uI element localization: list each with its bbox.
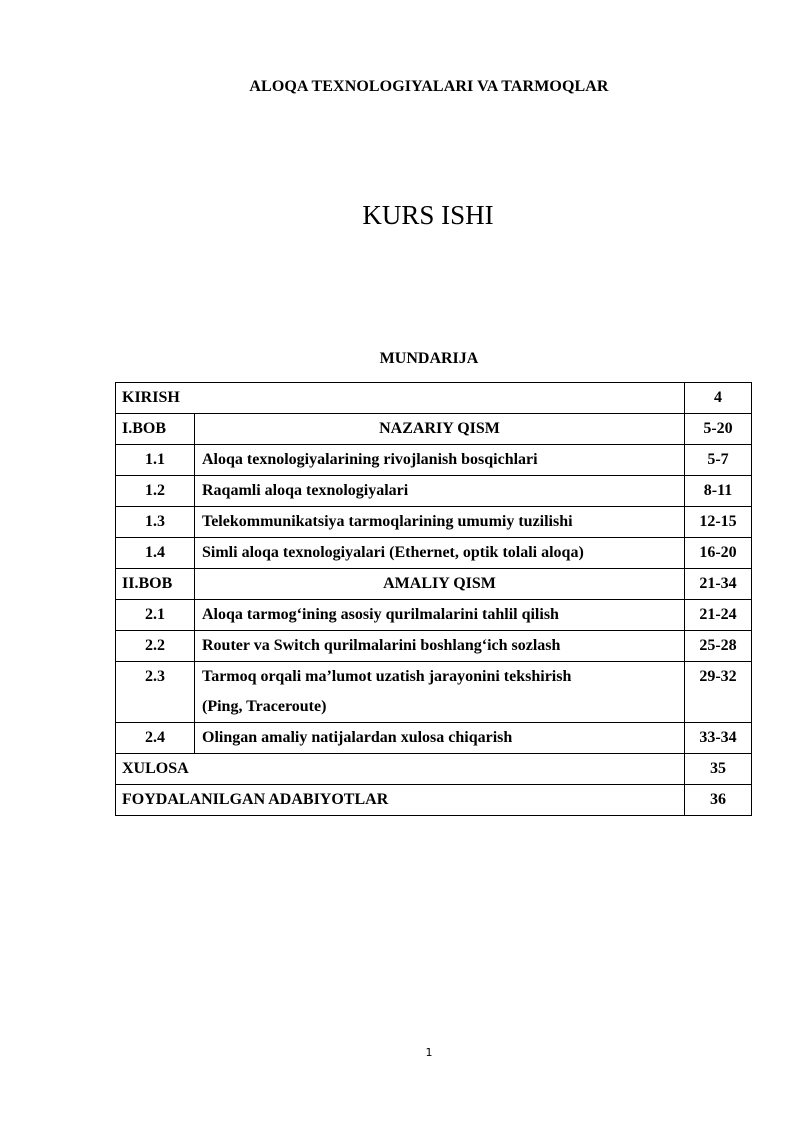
toc-item-number: 1.3 [116,507,195,538]
header-title: ALOQA TEXNOLOGIYALARI VA TARMOQLAR [249,78,609,95]
page-number: 1 [425,1046,433,1059]
toc-item-page: 29-32 [685,662,752,723]
toc-heading: MUNDARIJA [379,350,479,367]
toc-intro-page: 4 [685,383,752,414]
toc-item-page: 25-28 [685,631,752,662]
toc-item-page: 16-20 [685,538,752,569]
table-row [116,631,752,662]
toc-item-title-line2: (Ping, Traceroute) [202,698,327,715]
toc-item-number: 1.2 [116,476,195,507]
toc-item-title: Aloqa tarmog‘ining asosiy qurilmalarini tahlil qilish [195,600,685,631]
toc-item-page: 5-7 [685,445,752,476]
toc-item-number: 2.4 [116,723,195,754]
toc-item-title: Simli aloqa texnologiyalari (Ethernet, optik tolali aloqa) [195,538,685,569]
toc-item-number: 2.1 [116,600,195,631]
toc-references-label: FOYDALANILGAN ADABIYOTLAR [116,785,685,816]
toc-references-page: 36 [685,785,752,816]
toc-row-references [116,785,752,816]
toc-conclusion-page: 35 [685,754,752,785]
toc-conclusion-label: XULOSA [116,754,685,785]
toc-item-title: Telekommunikatsiya tarmoqlarining umumiy tuzilishi [195,507,685,538]
table-of-contents [115,382,752,816]
toc-item-title: Aloqa texnologiyalarining rivojlanish bosqichlari [195,445,685,476]
toc-item-title: Raqamli aloqa texnologiyalari [195,476,685,507]
toc-item-number: 1.1 [116,445,195,476]
toc-row-chapter2 [116,569,752,600]
toc-item-number: 2.2 [116,631,195,662]
toc-chapter2-label: II.BOB [116,569,195,600]
toc-item-number: 1.4 [116,538,195,569]
table-row [116,507,752,538]
toc-chapter1-page: 5-20 [685,414,752,445]
toc-item-page: 21-24 [685,600,752,631]
toc-chapter2-title: AMALIY QISM [195,569,685,600]
toc-row-conclusion [116,754,752,785]
toc-chapter2-page: 21-34 [685,569,752,600]
toc-item-title [195,662,685,723]
toc-item-page: 33-34 [685,723,752,754]
table-row [116,662,752,723]
table-row [116,445,752,476]
toc-chapter1-title: NAZARIY QISM [195,414,685,445]
toc-item-title-line1: Tarmoq orqali ma’lumot uzatish jarayonini tekshirish [202,668,572,685]
toc-item-page: 8-11 [685,476,752,507]
table-row [116,723,752,754]
toc-item-title: Olingan amaliy natijalardan xulosa chiqarish [195,723,685,754]
toc-intro-label: KIRISH [116,383,685,414]
toc-chapter1-label: I.BOB [116,414,195,445]
document-title: KURS ISHI [362,200,494,230]
toc-item-title: Router va Switch qurilmalarini boshlang‘ich sozlash [195,631,685,662]
toc-item-page: 12-15 [685,507,752,538]
table-row [116,600,752,631]
toc-item-number: 2.3 [116,662,195,723]
table-row [116,538,752,569]
toc-row-chapter1 [116,414,752,445]
table-row [116,476,752,507]
toc-row-intro [116,383,752,414]
